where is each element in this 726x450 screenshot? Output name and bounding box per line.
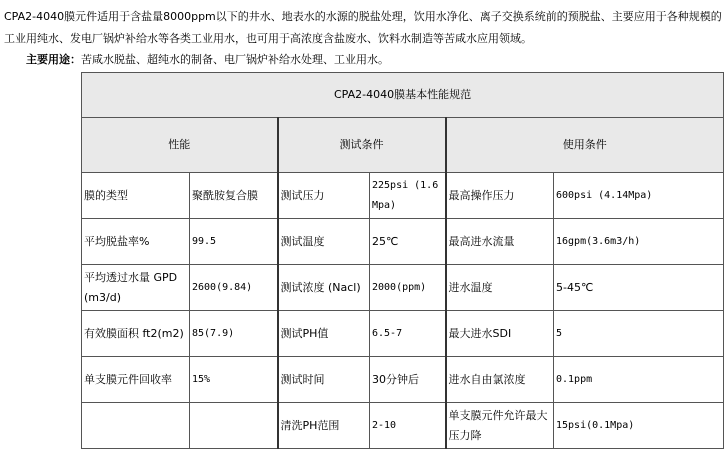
test-value: 2-10 — [370, 403, 446, 449]
usage-line — [26, 52, 389, 68]
table-row — [82, 219, 724, 265]
use-value: 5 — [554, 311, 724, 357]
test-value: 30分钟后 — [370, 357, 446, 403]
group-test-conditions: 测试条件 — [278, 118, 446, 173]
table-title: CPA2-4040膜基本性能规范 — [82, 73, 724, 118]
use-label: 最大进水SDI — [446, 311, 554, 357]
use-label: 进水温度 — [446, 265, 554, 311]
table-row — [82, 265, 724, 311]
performance-value: 15% — [190, 357, 278, 403]
use-value: 15psi(0.1Mpa) — [554, 403, 724, 449]
table-row — [82, 173, 724, 219]
use-value: 0.1ppm — [554, 357, 724, 403]
table-row — [82, 403, 724, 449]
use-label: 最高操作压力 — [446, 173, 554, 219]
use-value: 600psi (4.14Mpa) — [554, 173, 724, 219]
use-label: 最高进水流量 — [446, 219, 554, 265]
performance-label: 单支膜元件回收率 — [82, 357, 190, 403]
use-label: 进水自由氯浓度 — [446, 357, 554, 403]
performance-value: 85(7.9) — [190, 311, 278, 357]
test-label: 测试温度 — [278, 219, 370, 265]
performance-label — [82, 403, 190, 449]
use-label: 单支膜元件允许最大压力降 — [446, 403, 554, 449]
use-value: 5-45℃ — [554, 265, 724, 311]
performance-label: 有效膜面积 ft2(m2) — [82, 311, 190, 357]
test-label: 测试时间 — [278, 357, 370, 403]
test-label: 测试PH值 — [278, 311, 370, 357]
performance-label: 膜的类型 — [82, 173, 190, 219]
table-row — [82, 311, 724, 357]
test-label: 清洗PH范围 — [278, 403, 370, 449]
test-value: 6.5-7 — [370, 311, 446, 357]
performance-value — [190, 403, 278, 449]
performance-label: 平均透过水量 GPD(m3/d) — [82, 265, 190, 311]
test-label: 测试浓度 (Nacl) — [278, 265, 370, 311]
usage-label: 主要用途： — [26, 53, 81, 66]
table-row — [82, 357, 724, 403]
performance-value: 2600(9.84) — [190, 265, 278, 311]
performance-label: 平均脱盐率% — [82, 219, 190, 265]
group-use-conditions: 使用条件 — [446, 118, 724, 173]
performance-value: 99.5 — [190, 219, 278, 265]
group-performance: 性能 — [82, 118, 278, 173]
spec-table — [81, 72, 724, 449]
intro-paragraph: CPA2-4040膜元件适用于含盐量8000ppm以下的井水、地表水的水源的脱盐处理，饮用水净化、离子交换系统前的预脱盐、主要应用于各种规模的工业用纯水、发电厂锅炉补给水等各类工业用水，也可用于高浓度含盐废水、饮料水制造等苦咸水应用领域。 — [4, 10, 722, 45]
test-value: 225psi (1.6Mpa) — [370, 173, 446, 219]
usage-text: 苦咸水脱盐、超纯水的制备、电厂锅炉补给水处理、工业用水。 — [81, 53, 389, 66]
performance-value: 聚酰胺复合膜 — [190, 173, 278, 219]
use-value: 16gpm(3.6m3/h) — [554, 219, 724, 265]
test-value: 2000(ppm) — [370, 265, 446, 311]
test-label: 测试压力 — [278, 173, 370, 219]
test-value: 25℃ — [370, 219, 446, 265]
